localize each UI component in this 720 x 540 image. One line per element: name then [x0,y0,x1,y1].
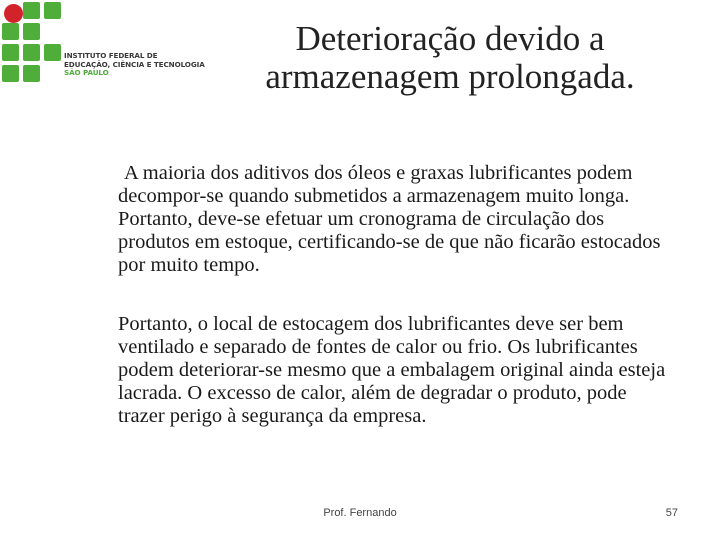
paragraph-1 [118,162,678,277]
logo-line-1: INSTITUTO FEDERAL DE [64,51,158,60]
logo-line-3: SÃO PAULO [64,68,109,78]
paragraph-2: Portanto, o local de estocagem dos lubrificantes deve ser bem ventilado e separado de fontes de calor ou frio. Os lubrificantes podem deteriorar-se mesmo que a embalagem original ainda esteja lacrada. O excesso de calor, além de degradar o produto, pode trazer perigo à segurança da empresa. [118,313,666,427]
logo-line-2: EDUCAÇÃO, CIÊNCIA E TECNOLOGIA [64,59,205,69]
paragraph-1-text: A maioria dos aditivos dos óleos e graxas lubrificantes podem decompor-se quando submetidos a armazenagem muito longa. Portanto, deve-se efetuar um cronograma de circulação dos produtos em estoque, certificando-se de que não ficarão estocados por muito tempo. [118,162,661,276]
title-line-2: armazenagem prolongada. [265,57,635,96]
institute-logo [0,0,210,86]
logo-red-dot [4,4,23,23]
footer-author: Prof. Fernando [323,507,397,519]
slide-title [230,20,670,96]
logo-grid-icon [2,2,64,82]
page-number: 57 [665,507,678,519]
title-line-1: Deterioração devido a [295,19,605,58]
logo-text [64,52,205,78]
